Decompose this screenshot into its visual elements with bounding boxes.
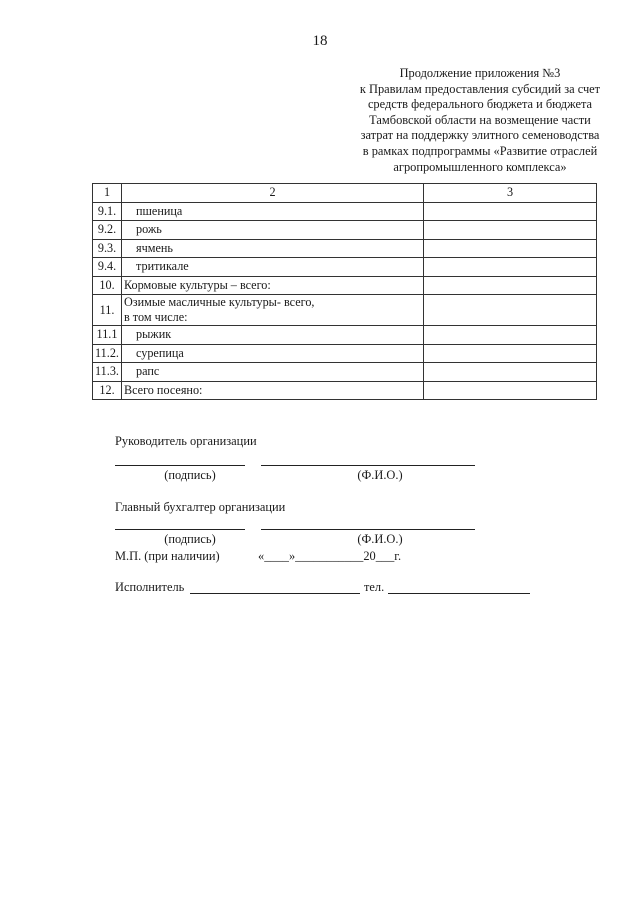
table-row — [93, 221, 597, 240]
header-line: к Правилам предоставления субсидий за счет — [359, 81, 601, 96]
fio-caption: (Ф.И.О.) — [357, 468, 403, 482]
row-number: 9.2. — [93, 221, 122, 240]
row-value-cell[interactable] — [424, 258, 597, 277]
accountant-signature-line[interactable] — [115, 529, 245, 530]
table-row — [93, 381, 597, 400]
table-row — [93, 363, 597, 382]
executor-label: Исполнитель — [115, 580, 185, 594]
table-row — [93, 344, 597, 363]
row-value-cell[interactable] — [424, 276, 597, 295]
row-name: Всего посеяно: — [122, 381, 424, 400]
row-name: тритикале — [122, 258, 424, 277]
phone-label: тел. — [364, 580, 385, 594]
header-line: в рамках подпрограммы «Развитие отраслей — [362, 143, 598, 158]
table-row — [93, 202, 597, 221]
row-value-cell[interactable] — [424, 239, 597, 258]
head-label: Руководитель организации — [115, 434, 257, 448]
row-number: 9.3. — [93, 239, 122, 258]
row-value-cell[interactable] — [424, 295, 597, 326]
executor-line[interactable] — [190, 593, 360, 594]
crops-table — [92, 183, 597, 400]
head-signature-line[interactable] — [115, 465, 245, 466]
row-name: рыжик — [122, 326, 424, 345]
row-name: пшеница — [122, 202, 424, 221]
accountant-label: Главный бухгалтер организации — [115, 500, 286, 514]
table-row — [93, 239, 597, 258]
signature-caption: (подпись) — [164, 532, 216, 546]
row-number: 11.1 — [93, 326, 122, 345]
row-number: 10. — [93, 276, 122, 295]
row-name: сурепица — [122, 344, 424, 363]
row-number: 11.3. — [93, 363, 122, 382]
row-name: Кормовые культуры – всего: — [122, 276, 424, 295]
row-number: 9.4. — [93, 258, 122, 277]
column-header-1: 1 — [93, 184, 122, 203]
table-row — [93, 326, 597, 345]
row-number: 12. — [93, 381, 122, 400]
row-name-line: Озимые масличные культуры- всего, — [124, 295, 315, 309]
date-field[interactable]: «____»___________20___г. — [258, 549, 402, 563]
header-line: агропромышленного комплекса» — [393, 159, 567, 174]
table-row — [93, 295, 597, 326]
row-value-cell[interactable] — [424, 344, 597, 363]
table-header-row — [93, 184, 597, 203]
header-line: средств федерального бюджета и бюджета — [367, 97, 593, 112]
column-header-2: 2 — [122, 184, 424, 203]
row-name: рожь — [122, 221, 424, 240]
table-row — [93, 276, 597, 295]
head-fio-line[interactable] — [261, 465, 475, 466]
accountant-fio-line[interactable] — [261, 529, 475, 530]
header-line: затрат на поддержку элитного семеноводства — [360, 128, 600, 143]
row-number: 11. — [93, 295, 122, 326]
row-value-cell[interactable] — [424, 221, 597, 240]
row-number: 9.1. — [93, 202, 122, 221]
page-number: 18 — [312, 33, 328, 49]
table-row — [93, 258, 597, 277]
phone-line[interactable] — [388, 593, 530, 594]
stamp-label: М.П. (при наличии) — [115, 549, 220, 563]
row-number: 11.2. — [93, 344, 122, 363]
row-value-cell[interactable] — [424, 381, 597, 400]
appendix-header — [330, 66, 630, 175]
row-value-cell[interactable] — [424, 326, 597, 345]
row-name-line: в том числе: — [124, 310, 188, 324]
header-line: Тамбовской области на возмещение части — [369, 112, 591, 127]
row-name — [122, 295, 424, 326]
signature-caption: (подпись) — [164, 468, 216, 482]
header-line: Продолжение приложения №3 — [399, 66, 561, 80]
row-name: ячмень — [122, 239, 424, 258]
column-header-3: 3 — [424, 184, 597, 203]
fio-caption: (Ф.И.О.) — [357, 532, 403, 546]
row-name: рапс — [122, 363, 424, 382]
row-value-cell[interactable] — [424, 363, 597, 382]
row-value-cell[interactable] — [424, 202, 597, 221]
